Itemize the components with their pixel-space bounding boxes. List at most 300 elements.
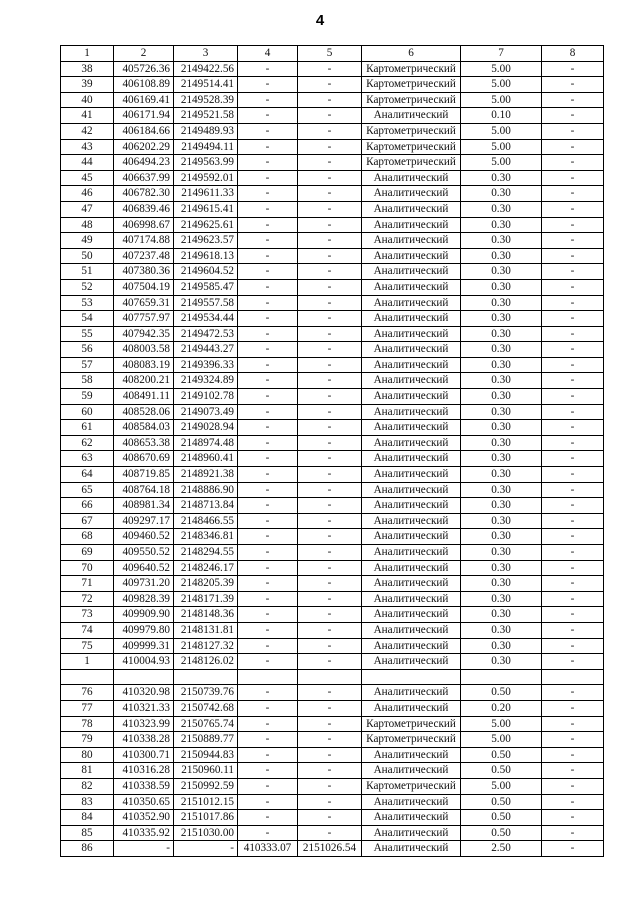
table-cell: 62 [61, 435, 114, 451]
table-cell: - [238, 482, 298, 498]
table-cell: 408764.18 [114, 482, 174, 498]
table-cell: 410350.65 [114, 794, 174, 810]
table-cell: 0.30 [461, 654, 542, 670]
table-row [61, 825, 604, 841]
table-cell: - [542, 451, 604, 467]
table-cell: 410321.33 [114, 700, 174, 716]
table-cell: - [238, 326, 298, 342]
table-cell: 39 [61, 77, 114, 93]
table-cell: 55 [61, 326, 114, 342]
table-cell: 38 [61, 61, 114, 77]
table-cell: 86 [61, 841, 114, 857]
table-cell: 5.00 [461, 92, 542, 108]
table-cell: - [238, 373, 298, 389]
table-cell: 2149102.78 [174, 389, 238, 405]
table-row [61, 139, 604, 155]
table-cell: - [298, 763, 362, 779]
table-cell: 0.30 [461, 591, 542, 607]
table-cell: 70 [61, 560, 114, 576]
table-cell [114, 669, 174, 685]
table-cell: 2150765.74 [174, 716, 238, 732]
table-cell [238, 669, 298, 685]
table-cell: - [238, 435, 298, 451]
table-cell: - [542, 295, 604, 311]
table-cell: 74 [61, 622, 114, 638]
table-cell: Аналитический [362, 700, 461, 716]
table-cell: - [542, 201, 604, 217]
table-cell: - [238, 123, 298, 139]
table-cell: - [298, 622, 362, 638]
table-cell: 2149494.11 [174, 139, 238, 155]
table-row [61, 451, 604, 467]
table-row [61, 248, 604, 264]
table-row [61, 763, 604, 779]
table-cell: - [542, 638, 604, 654]
table-row [61, 622, 604, 638]
table-cell: 407504.19 [114, 279, 174, 295]
table-cell: 0.30 [461, 545, 542, 561]
table-cell: - [238, 61, 298, 77]
table-cell: - [542, 326, 604, 342]
table-cell: - [298, 170, 362, 186]
table-cell: 408528.06 [114, 404, 174, 420]
table-cell: - [238, 747, 298, 763]
table-row [61, 92, 604, 108]
table-cell: 2148466.55 [174, 513, 238, 529]
table-cell: Аналитический [362, 685, 461, 701]
table-cell: 76 [61, 685, 114, 701]
table-cell: 2151017.86 [174, 810, 238, 826]
table-cell: 2148713.84 [174, 498, 238, 514]
table-cell: - [542, 311, 604, 327]
table-cell: - [542, 810, 604, 826]
table-cell: - [238, 77, 298, 93]
table-cell: 406637.99 [114, 170, 174, 186]
table-cell: 64 [61, 467, 114, 483]
table-cell: - [298, 311, 362, 327]
table-row [61, 607, 604, 623]
table-row [61, 217, 604, 233]
table-row [61, 591, 604, 607]
table-cell: 63 [61, 451, 114, 467]
table-cell: 2149528.39 [174, 92, 238, 108]
table-cell: 61 [61, 420, 114, 436]
table-cell: - [298, 591, 362, 607]
table-cell: Аналитический [362, 451, 461, 467]
table-cell: 2148131.81 [174, 622, 238, 638]
table-cell: 84 [61, 810, 114, 826]
table-cell: Аналитический [362, 264, 461, 280]
table-cell: Аналитический [362, 529, 461, 545]
table-cell: 2149324.89 [174, 373, 238, 389]
table-cell: - [542, 279, 604, 295]
table-cell: - [298, 92, 362, 108]
table-cell: Аналитический [362, 326, 461, 342]
header-cell: 7 [461, 46, 542, 62]
table-cell: 2149534.44 [174, 311, 238, 327]
table-cell: - [238, 420, 298, 436]
table-cell: - [542, 389, 604, 405]
table-cell: 2150992.59 [174, 778, 238, 794]
table-cell: Картометрический [362, 77, 461, 93]
table-cell: 2149625.61 [174, 217, 238, 233]
table-cell: - [238, 763, 298, 779]
table-row [61, 638, 604, 654]
table-cell: 409297.17 [114, 513, 174, 529]
table-row [61, 404, 604, 420]
table-cell: 5.00 [461, 123, 542, 139]
table-cell: 46 [61, 186, 114, 202]
table-cell: - [298, 264, 362, 280]
table-cell: 410320.98 [114, 685, 174, 701]
table-cell: - [298, 108, 362, 124]
table-cell: - [298, 576, 362, 592]
table-cell: 2149073.49 [174, 404, 238, 420]
table-cell: Аналитический [362, 638, 461, 654]
table-cell: 2149604.52 [174, 264, 238, 280]
table-cell: - [238, 576, 298, 592]
table-cell: - [238, 139, 298, 155]
table-cell: - [238, 186, 298, 202]
table-cell: 82 [61, 778, 114, 794]
table-cell: 71 [61, 576, 114, 592]
table-cell: 409550.52 [114, 545, 174, 561]
table-cell: - [542, 482, 604, 498]
table-cell: Аналитический [362, 810, 461, 826]
table-row [61, 264, 604, 280]
table-cell: Аналитический [362, 108, 461, 124]
table-cell: - [542, 607, 604, 623]
table-cell: - [542, 560, 604, 576]
table-cell: 409999.31 [114, 638, 174, 654]
table-cell: - [238, 311, 298, 327]
table-cell: 408083.19 [114, 357, 174, 373]
table-cell: 2151030.00 [174, 825, 238, 841]
table-cell: - [542, 186, 604, 202]
table-cell: 0.50 [461, 763, 542, 779]
table-cell: 406108.89 [114, 77, 174, 93]
table-cell: Аналитический [362, 763, 461, 779]
table-cell: - [298, 201, 362, 217]
table-cell: 0.30 [461, 638, 542, 654]
table-cell: Картометрический [362, 732, 461, 748]
table-cell: - [542, 778, 604, 794]
table-cell: 59 [61, 389, 114, 405]
table-cell: Картометрический [362, 139, 461, 155]
table-cell: 2150889.77 [174, 732, 238, 748]
table-cell: - [238, 794, 298, 810]
table-cell: 2150742.68 [174, 700, 238, 716]
table-cell: - [238, 295, 298, 311]
table-cell: - [298, 233, 362, 249]
table-cell: - [298, 295, 362, 311]
table-cell: 5.00 [461, 139, 542, 155]
table-cell: 2150944.83 [174, 747, 238, 763]
table-cell: 0.50 [461, 825, 542, 841]
table-cell: Аналитический [362, 311, 461, 327]
table-cell: 2149514.41 [174, 77, 238, 93]
table-cell: 2151026.54 [298, 841, 362, 857]
table-cell: 81 [61, 763, 114, 779]
table-cell: 0.10 [461, 108, 542, 124]
table-cell: 0.30 [461, 467, 542, 483]
table-cell: 406169.41 [114, 92, 174, 108]
table-cell: - [542, 763, 604, 779]
table-cell: - [238, 279, 298, 295]
table-row [61, 373, 604, 389]
table-cell: 67 [61, 513, 114, 529]
table-cell: - [542, 123, 604, 139]
table-cell: - [238, 716, 298, 732]
table-cell: 2149521.58 [174, 108, 238, 124]
table-row [61, 342, 604, 358]
table-cell: 40 [61, 92, 114, 108]
table-row [61, 170, 604, 186]
table-cell: - [238, 622, 298, 638]
table-cell: 53 [61, 295, 114, 311]
table-cell: - [542, 498, 604, 514]
table-header-row [61, 46, 604, 62]
table-cell: - [298, 498, 362, 514]
table-cell: 5.00 [461, 716, 542, 732]
table-cell: - [542, 794, 604, 810]
table-cell: - [238, 389, 298, 405]
table-cell: Аналитический [362, 622, 461, 638]
table-cell: Аналитический [362, 591, 461, 607]
table-row [61, 700, 604, 716]
table-cell: 2149585.47 [174, 279, 238, 295]
table-cell: 2149618.13 [174, 248, 238, 264]
table-cell: 408584.03 [114, 420, 174, 436]
table-row [61, 435, 604, 451]
table-row [61, 685, 604, 701]
table-cell: - [298, 326, 362, 342]
table-cell: - [542, 342, 604, 358]
table-cell: Аналитический [362, 435, 461, 451]
table-row [61, 420, 604, 436]
table-row [61, 669, 604, 685]
table-cell: - [542, 591, 604, 607]
table-cell: 407659.31 [114, 295, 174, 311]
table-row [61, 233, 604, 249]
table-cell: 2148294.55 [174, 545, 238, 561]
table-cell: - [238, 810, 298, 826]
table-cell: Аналитический [362, 295, 461, 311]
table-cell: - [298, 810, 362, 826]
table-cell: - [542, 139, 604, 155]
table-cell: - [298, 654, 362, 670]
table-cell: 2148921.38 [174, 467, 238, 483]
table-cell: - [298, 248, 362, 264]
table-cell: Аналитический [362, 747, 461, 763]
table-cell: 41 [61, 108, 114, 124]
table-row [61, 513, 604, 529]
table-cell: 0.30 [461, 170, 542, 186]
table-cell: - [238, 545, 298, 561]
table-cell: 409731.20 [114, 576, 174, 592]
table-cell: 57 [61, 357, 114, 373]
table-cell: 0.30 [461, 342, 542, 358]
table-cell: 2148960.41 [174, 451, 238, 467]
table-cell: Аналитический [362, 201, 461, 217]
table-cell [61, 669, 114, 685]
table-cell: - [542, 420, 604, 436]
table-cell: 405726.36 [114, 61, 174, 77]
table-cell: 410323.99 [114, 716, 174, 732]
table-cell: 2148205.39 [174, 576, 238, 592]
table-cell: - [238, 778, 298, 794]
table-cell: 410338.59 [114, 778, 174, 794]
table-cell: Аналитический [362, 373, 461, 389]
table-cell: 0.30 [461, 248, 542, 264]
table-cell: Аналитический [362, 279, 461, 295]
table-row [61, 794, 604, 810]
table-row [61, 61, 604, 77]
table-cell: - [238, 217, 298, 233]
table-cell: 2150739.76 [174, 685, 238, 701]
table-cell: Аналитический [362, 404, 461, 420]
table-cell: 73 [61, 607, 114, 623]
table-cell: 54 [61, 311, 114, 327]
table-cell: - [542, 170, 604, 186]
table-cell: 69 [61, 545, 114, 561]
table-cell: - [542, 61, 604, 77]
table-row [61, 560, 604, 576]
table-cell: - [238, 513, 298, 529]
table-row [61, 654, 604, 670]
table-cell: Картометрический [362, 123, 461, 139]
table-cell: - [542, 654, 604, 670]
table-cell: - [238, 170, 298, 186]
table-cell: 0.30 [461, 373, 542, 389]
table-cell: 407380.36 [114, 264, 174, 280]
table-row [61, 716, 604, 732]
table-cell: - [238, 92, 298, 108]
table-cell: Аналитический [362, 233, 461, 249]
table-cell: 410316.28 [114, 763, 174, 779]
table-cell: - [238, 467, 298, 483]
table-cell: - [298, 451, 362, 467]
table-cell: 0.30 [461, 357, 542, 373]
table-cell: - [542, 233, 604, 249]
table-cell: 410338.28 [114, 732, 174, 748]
table-cell: Аналитический [362, 841, 461, 857]
table-cell: - [238, 498, 298, 514]
table-cell: Аналитический [362, 794, 461, 810]
table-row [61, 467, 604, 483]
table-row [61, 778, 604, 794]
table-cell: - [542, 545, 604, 561]
table-cell: Аналитический [362, 498, 461, 514]
table-cell: - [298, 607, 362, 623]
header-cell: 2 [114, 46, 174, 62]
table-cell: 48 [61, 217, 114, 233]
table-cell: - [542, 467, 604, 483]
table-cell: 410300.71 [114, 747, 174, 763]
table-row [61, 77, 604, 93]
table-cell: - [542, 825, 604, 841]
table-cell: - [238, 404, 298, 420]
table-cell: 45 [61, 170, 114, 186]
table-cell [362, 669, 461, 685]
table-cell: 60 [61, 404, 114, 420]
table-cell: - [238, 248, 298, 264]
table-cell: 407174.88 [114, 233, 174, 249]
table-cell: - [542, 404, 604, 420]
table-cell: 0.50 [461, 685, 542, 701]
table-cell: Аналитический [362, 248, 461, 264]
table-cell: 0.50 [461, 794, 542, 810]
table-cell: 406184.66 [114, 123, 174, 139]
table-row [61, 810, 604, 826]
table-cell: Аналитический [362, 217, 461, 233]
table-row [61, 201, 604, 217]
table-cell: - [542, 108, 604, 124]
table-cell: Картометрический [362, 92, 461, 108]
table-cell: Аналитический [362, 825, 461, 841]
table-cell: 2148148.36 [174, 607, 238, 623]
table-cell: 0.30 [461, 513, 542, 529]
table-row [61, 357, 604, 373]
table-cell: 0.30 [461, 560, 542, 576]
table-cell: 2149396.33 [174, 357, 238, 373]
header-cell: 6 [362, 46, 461, 62]
table-cell: - [298, 389, 362, 405]
table-cell: 2149443.27 [174, 342, 238, 358]
table-row [61, 155, 604, 171]
table-cell: - [238, 201, 298, 217]
table-cell: Картометрический [362, 155, 461, 171]
table-cell: 85 [61, 825, 114, 841]
table-cell: - [238, 607, 298, 623]
table-cell: Аналитический [362, 467, 461, 483]
table-cell: 2.50 [461, 841, 542, 857]
table-cell: 2148127.32 [174, 638, 238, 654]
table-cell: - [542, 700, 604, 716]
table-cell: - [174, 841, 238, 857]
table-cell: 5.00 [461, 77, 542, 93]
table-cell: 406839.46 [114, 201, 174, 217]
table-cell: - [542, 373, 604, 389]
table-cell: - [114, 841, 174, 857]
table-cell: 2149422.56 [174, 61, 238, 77]
table-cell [461, 669, 542, 685]
table-cell: 0.30 [461, 404, 542, 420]
table-cell: 0.30 [461, 233, 542, 249]
table-cell: 65 [61, 482, 114, 498]
table-cell: 58 [61, 373, 114, 389]
table-cell: - [298, 342, 362, 358]
table-cell: 56 [61, 342, 114, 358]
table-cell: Картометрический [362, 61, 461, 77]
table-cell: - [238, 560, 298, 576]
table-cell: - [542, 841, 604, 857]
table-cell: 0.30 [461, 529, 542, 545]
table-cell: 410004.93 [114, 654, 174, 670]
header-cell: 5 [298, 46, 362, 62]
table-cell: 0.30 [461, 279, 542, 295]
table-cell: - [298, 420, 362, 436]
table-cell: - [542, 513, 604, 529]
table-cell: Аналитический [362, 654, 461, 670]
table-cell: 1 [61, 654, 114, 670]
table-cell: - [238, 685, 298, 701]
table-cell: 2148886.90 [174, 482, 238, 498]
table-cell: 2149615.41 [174, 201, 238, 217]
table-cell: - [238, 357, 298, 373]
table-cell: - [298, 545, 362, 561]
table-cell: 42 [61, 123, 114, 139]
